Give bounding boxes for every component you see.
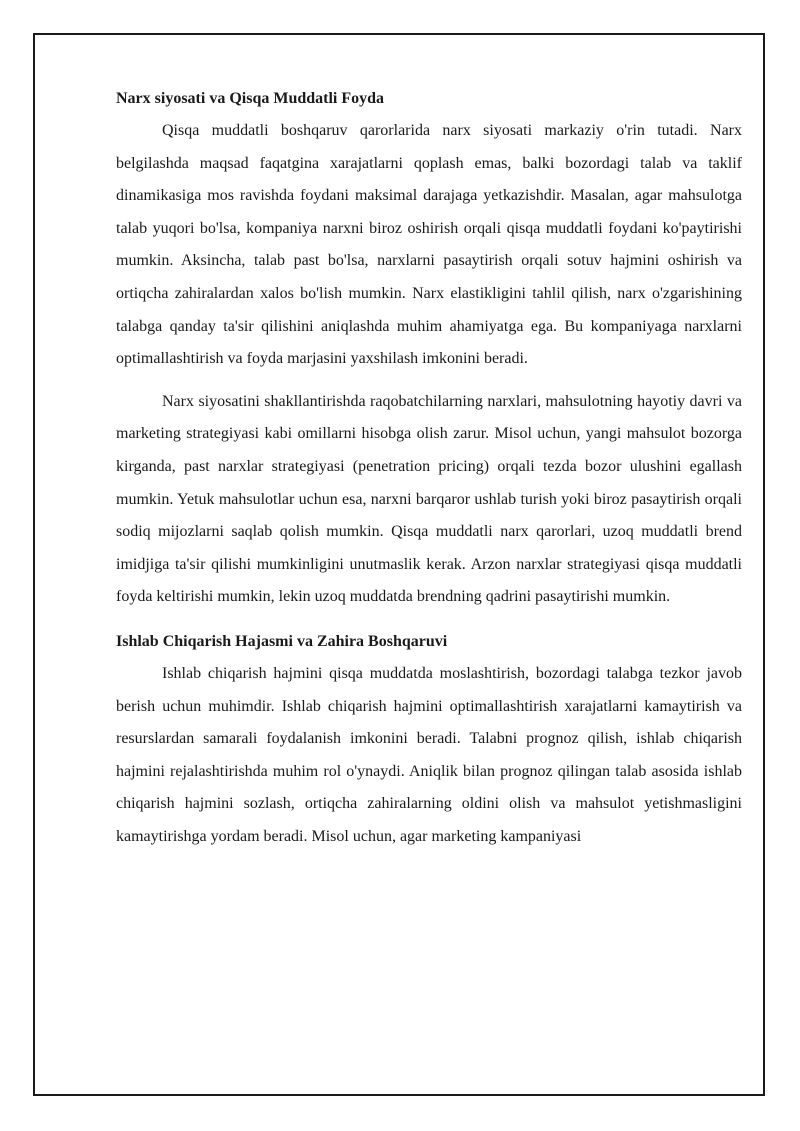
section-heading-pricing: Narx siyosati va Qisqa Muddatli Foyda — [116, 90, 385, 107]
paragraph-production-1: Ishlab chiqarish hajmini qisqa muddatda moslashtirish, bozordagi talabga tezkor javob berish uchun muhimdir. Ishlab chiqarish hajmini optimallashtirish xarajatlarni kamaytirish va resurslardan samarali foydalanish imkonini beradi. Talabni prognoz qilish, ishlab chiqarish hajmini rejalashtirishda muhim rol o'ynaydi. Aniqlik bilan prognoz qilingan talab asosida ishlab chiqarish hajmini sozlash, ortiqcha zahiralarning oldini olish va mahsulot yetishmasligini kamaytirishga yordam beradi. Misol uchun, agar marketing kampaniyasi — [116, 664, 742, 845]
paragraph-pricing-1: Qisqa muddatli boshqaruv qarorlarida narx siyosati markaziy o'rin tutadi. Narx belgilashda maqsad faqatgina xarajatlarni qoplash emas, balki bozordagi talab va taklif dinamikasiga mos ravishda foydani maksimal darajaga yetkazishdir. Masalan, agar mahsulotga talab yuqori bo'lsa, kompaniya narxni biroz oshirish orqali qisqa muddatli foydani ko'paytirishi mumkin. Aksincha, talab past bo'lsa, narxlarni pasaytirish orqali sotuv hajmini oshirish va ortiqcha zahiralardan xalos bo'lish mumkin. Narx elastikligini tahlil qilish, narx o'zgarishining talabga qanday ta'sir qilishini aniqlashda muhim ahamiyatga ega. Bu kompaniyaga narxlarni optimallashtirish va foyda marjasini yaxshilash imkonini beradi. — [116, 122, 742, 368]
paragraph-pricing-2: Narx siyosatini shakllantirishda raqobatchilarning narxlari, mahsulotning hayotiy davri va marketing strategiyasi kabi omillarni hisobga olish zarur. Misol uchun, yangi mahsulot bozorga kirganda, past narxlar strategiyasi (penetration pricing) orqali tezda bozor ulushini egallash mumkin. Yetuk mahsulotlar uchun esa, narxni barqaror ushlab turish yoki biroz pasaytirish orqali sodiq mijozlarni saqlab qolish mumkin. Qisqa muddatli narx qarorlari, uzoq muddatli brend imidjiga ta'sir qilishi mumkinligini unutmaslik kerak. Arzon narxlar strategiyasi qisqa muddatli foyda keltirishi mumkin, lekin uzoq muddatda brendning qadrini pasaytirishi mumkin. — [116, 392, 742, 606]
document-body — [116, 85, 742, 853]
section-heading-production: Ishlab Chiqarish Hajasmi va Zahira Boshqaruvi — [116, 632, 448, 650]
